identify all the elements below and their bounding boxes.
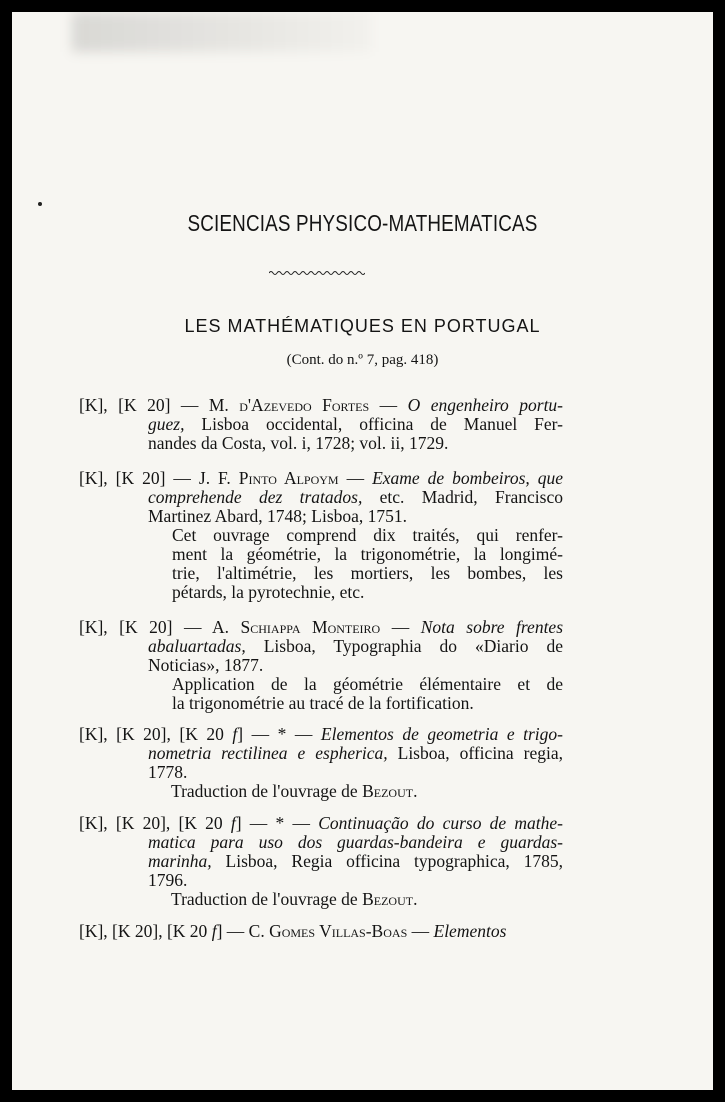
work-title: nometria rectilinea e espherica, — [148, 743, 388, 763]
author-name: Schiappa Monteiro — [240, 617, 381, 637]
entry-text: [K], [K 20], [K 20 — [79, 813, 231, 833]
entry-line — [79, 744, 563, 763]
entry-text: Lisboa, officina regia, — [387, 743, 564, 763]
entry-line — [79, 922, 563, 941]
entry-text: . — [413, 889, 418, 909]
entry-text: Traduction de l'ouvrage de — [171, 889, 363, 909]
entry-note-line — [79, 583, 563, 602]
entry-line — [79, 434, 563, 453]
work-title: matica para uso dos guardas-bandeira e guardas- — [148, 832, 563, 852]
entry-line — [79, 763, 563, 782]
continuation-note: (Cont. do n.º 7, pag. 418) — [286, 352, 439, 368]
work-title: O engenheiro portu- — [407, 395, 564, 415]
entry-text: Noticias», 1877. — [148, 655, 264, 675]
work-title: comprehende dez tratados, — [148, 487, 363, 507]
entry-note-line — [79, 694, 563, 713]
bibliography-entry — [79, 469, 563, 602]
entry-text: — — [380, 617, 421, 637]
entry-note-line — [79, 526, 563, 545]
entry-line — [79, 814, 563, 833]
work-title: abaluartadas, — [148, 636, 246, 656]
work-title: f — [232, 724, 238, 744]
entry-text: Martinez Abard, 1748; Lisboa, 1751. — [148, 506, 408, 526]
entry-text: — — [338, 468, 373, 488]
entry-note-line — [79, 675, 563, 694]
scan-smudge — [72, 12, 372, 52]
work-title: Nota sobre frentes — [420, 617, 564, 637]
entry-text: 1778. — [148, 762, 188, 782]
bibliography-entry — [79, 814, 563, 909]
decorative-wavy-rule — [269, 270, 365, 276]
work-title: guez, — [148, 414, 185, 434]
entry-line — [79, 656, 563, 675]
author-name: Bezout — [362, 781, 414, 801]
entry-line — [79, 396, 563, 415]
entry-note-line — [79, 545, 563, 564]
bibliography-entry — [79, 396, 563, 453]
entry-text: 1796. — [148, 870, 188, 890]
entry-line — [79, 507, 563, 526]
entry-line — [79, 488, 563, 507]
entry-text: . — [413, 781, 418, 801]
entry-text: ] — * — — [235, 813, 319, 833]
entry-text: — — [369, 395, 408, 415]
entry-line — [79, 871, 563, 890]
entry-text: ] — * — — [237, 724, 321, 744]
author-name: d'Azevedo Fortes — [239, 395, 370, 415]
entry-text: [K], [K 20] — J. F. — [79, 468, 239, 488]
article-title: LES MATHÉMATIQUES EN PORTUGAL — [184, 316, 541, 336]
author-name: Pinto Alpoym — [238, 468, 339, 488]
bibliography-entry — [79, 725, 563, 801]
entry-line — [79, 415, 563, 434]
entry-text: trie, l'altimétrie, les mortiers, les bombes, les — [172, 563, 563, 583]
bibliography-entry — [79, 618, 563, 713]
entry-text: [K], [K 20], [K 20 — [79, 921, 212, 941]
entry-text: Lisboa occidental, officina de Manuel Fer- — [184, 414, 563, 434]
entry-text: [K], [K 20] — A. — [79, 617, 241, 637]
entry-text: Traduction de l'ouvrage de — [171, 781, 363, 801]
entry-line — [79, 469, 563, 488]
entry-text: [K], [K 20], [K 20 — [79, 724, 233, 744]
entry-text: ment la géométrie, la trigonométrie, la longimé- — [172, 544, 563, 564]
entry-text: la trigonométrie au tracé de la fortification. — [172, 693, 474, 713]
entry-text: nandes da Costa, vol. i, 1728; vol. ii, 1729. — [148, 433, 449, 453]
work-title: Exame de bombeiros, que — [372, 468, 564, 488]
entry-line — [79, 725, 563, 744]
ink-dot — [38, 202, 42, 206]
work-title: f — [230, 813, 236, 833]
page — [12, 12, 713, 1090]
entry-line — [79, 852, 563, 871]
work-title: Elementos de geometria e trigo- — [320, 724, 563, 744]
entry-text: — — [407, 921, 434, 941]
entry-note-line — [79, 782, 563, 801]
entry-text: [K], [K 20] — M. — [79, 395, 240, 415]
work-title: Elementos — [433, 921, 507, 941]
entry-text: Cet ouvrage comprend dix traités, qui renfer- — [172, 525, 563, 545]
author-name: Bezout — [362, 889, 414, 909]
work-title: marinha, — [148, 851, 212, 871]
entry-line — [79, 618, 563, 637]
work-title: f — [211, 921, 217, 941]
author-name: Gomes Villas-Boas — [269, 921, 408, 941]
entry-text: etc. Madrid, Francisco — [362, 487, 564, 507]
entry-note-line — [79, 890, 563, 909]
entry-text: Lisboa, Regia officina typographica, 1785, — [211, 851, 563, 871]
work-title: Continuação do curso de mathe- — [318, 813, 563, 833]
entry-text: ] — C. — [216, 921, 270, 941]
entry-text: Lisboa, Typographia do «Diario de — [245, 636, 563, 656]
entry-text: pétards, la pyrotechnie, etc. — [172, 582, 365, 602]
section-title: SCIENCIAS PHYSICO-MATHEMATICAS — [187, 210, 538, 236]
entry-line — [79, 833, 563, 852]
bibliography-entry — [79, 922, 563, 941]
entry-note-line — [79, 564, 563, 583]
entry-text: Application de la géométrie élémentaire et de — [172, 674, 563, 694]
entry-line — [79, 637, 563, 656]
